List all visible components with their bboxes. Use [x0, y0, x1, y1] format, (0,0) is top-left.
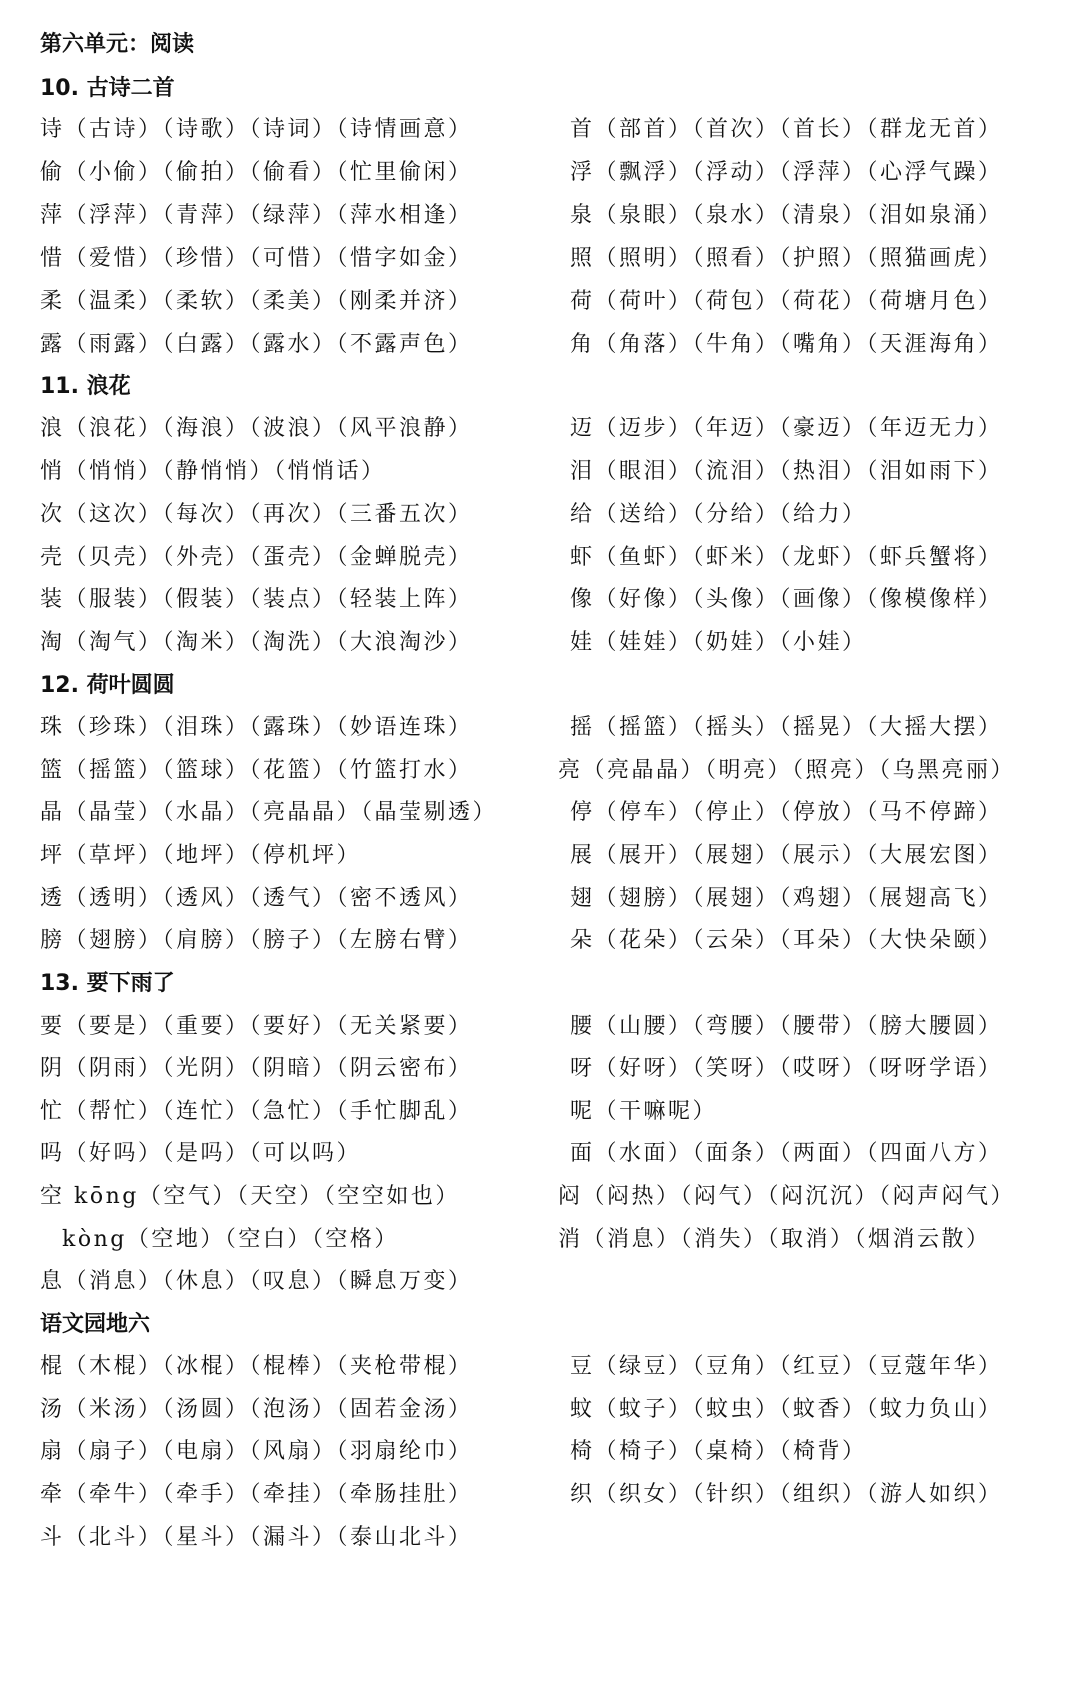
word-entry: 荷（荷叶）（荷包）（荷花）（荷塘月色） [570, 289, 1003, 314]
word-entry: 阴（阴雨）（光阴）（阴暗）（阴云密布） [40, 1056, 473, 1081]
word-entry: 膀（翅膀）（肩膀）（膀子）（左膀右臂） [40, 928, 473, 953]
section-title: 10. 古诗二首 [40, 76, 175, 101]
word-entry: 面（水面）（面条）（两面）（四面八方） [570, 1141, 1003, 1166]
word-entry: 露（雨露）（白露）（露水）（不露声色） [40, 332, 473, 357]
word-entry: 角（角落）（牛角）（嘴角）（天涯海角） [570, 332, 1003, 357]
word-entry: kòng（空地）（空白）（空格） [62, 1227, 399, 1252]
word-entry: 坪（草坪）（地坪）（停机坪） [40, 843, 362, 868]
word-entry: 亮（亮晶晶）（明亮）（照亮）（乌黑亮丽） [558, 758, 1016, 783]
word-entry: 泉（泉眼）（泉水）（清泉）（泪如泉涌） [570, 203, 1003, 228]
word-entry: 偷（小偷）（偷拍）（偷看）（忙里偷闲） [40, 160, 473, 185]
word-entry: 汤（米汤）（汤圆）（泡汤）（固若金汤） [40, 1397, 473, 1422]
word-entry: 浪（浪花）（海浪）（波浪）（风平浪静） [40, 416, 473, 441]
word-entry: 朵（花朵）（云朵）（耳朵）（大快朵颐） [570, 928, 1003, 953]
section-title: 13. 要下雨了 [40, 971, 175, 996]
word-entry: 闷（闷热）（闷气）（闷沉沉）（闷声闷气） [558, 1184, 1016, 1209]
word-entry: 篮（摇篮）（篮球）（花篮）（竹篮打水） [40, 758, 473, 783]
word-entry: 迈（迈步）（年迈）（豪迈）（年迈无力） [570, 416, 1003, 441]
word-entry: 息（消息）（休息）（叹息）（瞬息万变） [40, 1269, 473, 1294]
word-entry: 给（送给）（分给）（给力） [570, 502, 867, 527]
word-entry: 消（消息）（消失）（取消）（烟消云散） [558, 1227, 991, 1252]
word-entry: 次（这次）（每次）（再次）（三番五次） [40, 502, 473, 527]
word-entry: 吗（好吗）（是吗）（可以吗） [40, 1141, 362, 1166]
section-title: 语文园地六 [40, 1312, 151, 1337]
word-entry: 织（织女）（针织）（组织）（游人如织） [570, 1482, 1003, 1507]
section-title: 11. 浪花 [40, 374, 131, 399]
word-entry: 腰（山腰）（弯腰）（腰带）（膀大腰圆） [570, 1014, 1003, 1039]
word-entry: 空 kōng（空气）（天空）（空空如也） [40, 1184, 460, 1209]
word-entry: 蚊（蚊子）（蚊虫）（蚊香）（蚊力负山） [570, 1397, 1003, 1422]
word-entry: 珠（珍珠）（泪珠）（露珠）（妙语连珠） [40, 715, 473, 740]
word-entry: 装（服装）（假装）（装点）（轻装上阵） [40, 587, 473, 612]
word-entry: 照（照明）（照看）（护照）（照猫画虎） [570, 246, 1003, 271]
word-entry: 诗（古诗）（诗歌）（诗词）（诗情画意） [40, 117, 473, 142]
word-entry: 悄（悄悄）（静悄悄）（悄悄话） [40, 459, 386, 484]
word-entry: 展（展开）（展翅）（展示）（大展宏图） [570, 843, 1003, 868]
word-entry: 壳（贝壳）（外壳）（蛋壳）（金蝉脱壳） [40, 545, 473, 570]
word-entry: 要（要是）（重要）（要好）（无关紧要） [40, 1014, 473, 1039]
word-entry: 摇（摇篮）（摇头）（摇晃）（大摇大摆） [570, 715, 1003, 740]
word-entry: 透（透明）（透风）（透气）（密不透风） [40, 886, 473, 911]
word-entry: 椅（椅子）（桌椅）（椅背） [570, 1439, 867, 1464]
word-entry: 呀（好呀）（笑呀）（哎呀）（呀呀学语） [570, 1056, 1003, 1081]
word-entry: 惜（爱惜）（珍惜）（可惜）（惜字如金） [40, 246, 473, 271]
word-entry: 娃（娃娃）（奶娃）（小娃） [570, 630, 867, 655]
word-entry: 首（部首）（首次）（首长）（群龙无首） [570, 117, 1003, 142]
section-title: 12. 荷叶圆圆 [40, 673, 175, 698]
word-entry: 棍（木棍）（冰棍）（棍棒）（夹枪带棍） [40, 1354, 473, 1379]
word-entry: 浮（飘浮）（浮动）（浮萍）（心浮气躁） [570, 160, 1003, 185]
word-entry: 豆（绿豆）（豆角）（红豆）（豆蔻年华） [570, 1354, 1003, 1379]
word-entry: 淘（淘气）（淘米）（淘洗）（大浪淘沙） [40, 630, 473, 655]
word-entry: 呢（干嘛呢） [570, 1099, 718, 1124]
word-entry: 停（停车）（停止）（停放）（马不停蹄） [570, 800, 1003, 825]
word-entry: 萍（浮萍）（青萍）（绿萍）（萍水相逢） [40, 203, 473, 228]
word-entry: 像（好像）（头像）（画像）（像模像样） [570, 587, 1003, 612]
word-entry: 牵（牵牛）（牵手）（牵挂）（牵肠挂肚） [40, 1482, 473, 1507]
word-entry: 柔（温柔）（柔软）（柔美）（刚柔并济） [40, 289, 473, 314]
word-entry: 忙（帮忙）（连忙）（急忙）（手忙脚乱） [40, 1099, 473, 1124]
word-entry: 泪（眼泪）（流泪）（热泪）（泪如雨下） [570, 459, 1003, 484]
word-entry: 晶（晶莹）（水晶）（亮晶晶）（晶莹剔透） [40, 800, 498, 825]
unit-title: 第六单元：阅读 [40, 32, 195, 57]
word-entry: 斗（北斗）（星斗）（漏斗）（泰山北斗） [40, 1525, 473, 1550]
word-entry: 扇（扇子）（电扇）（风扇）（羽扇纶巾） [40, 1439, 473, 1464]
word-entry: 翅（翅膀）（展翅）（鸡翅）（展翅高飞） [570, 886, 1003, 911]
word-entry: 虾（鱼虾）（虾米）（龙虾）（虾兵蟹将） [570, 545, 1003, 570]
